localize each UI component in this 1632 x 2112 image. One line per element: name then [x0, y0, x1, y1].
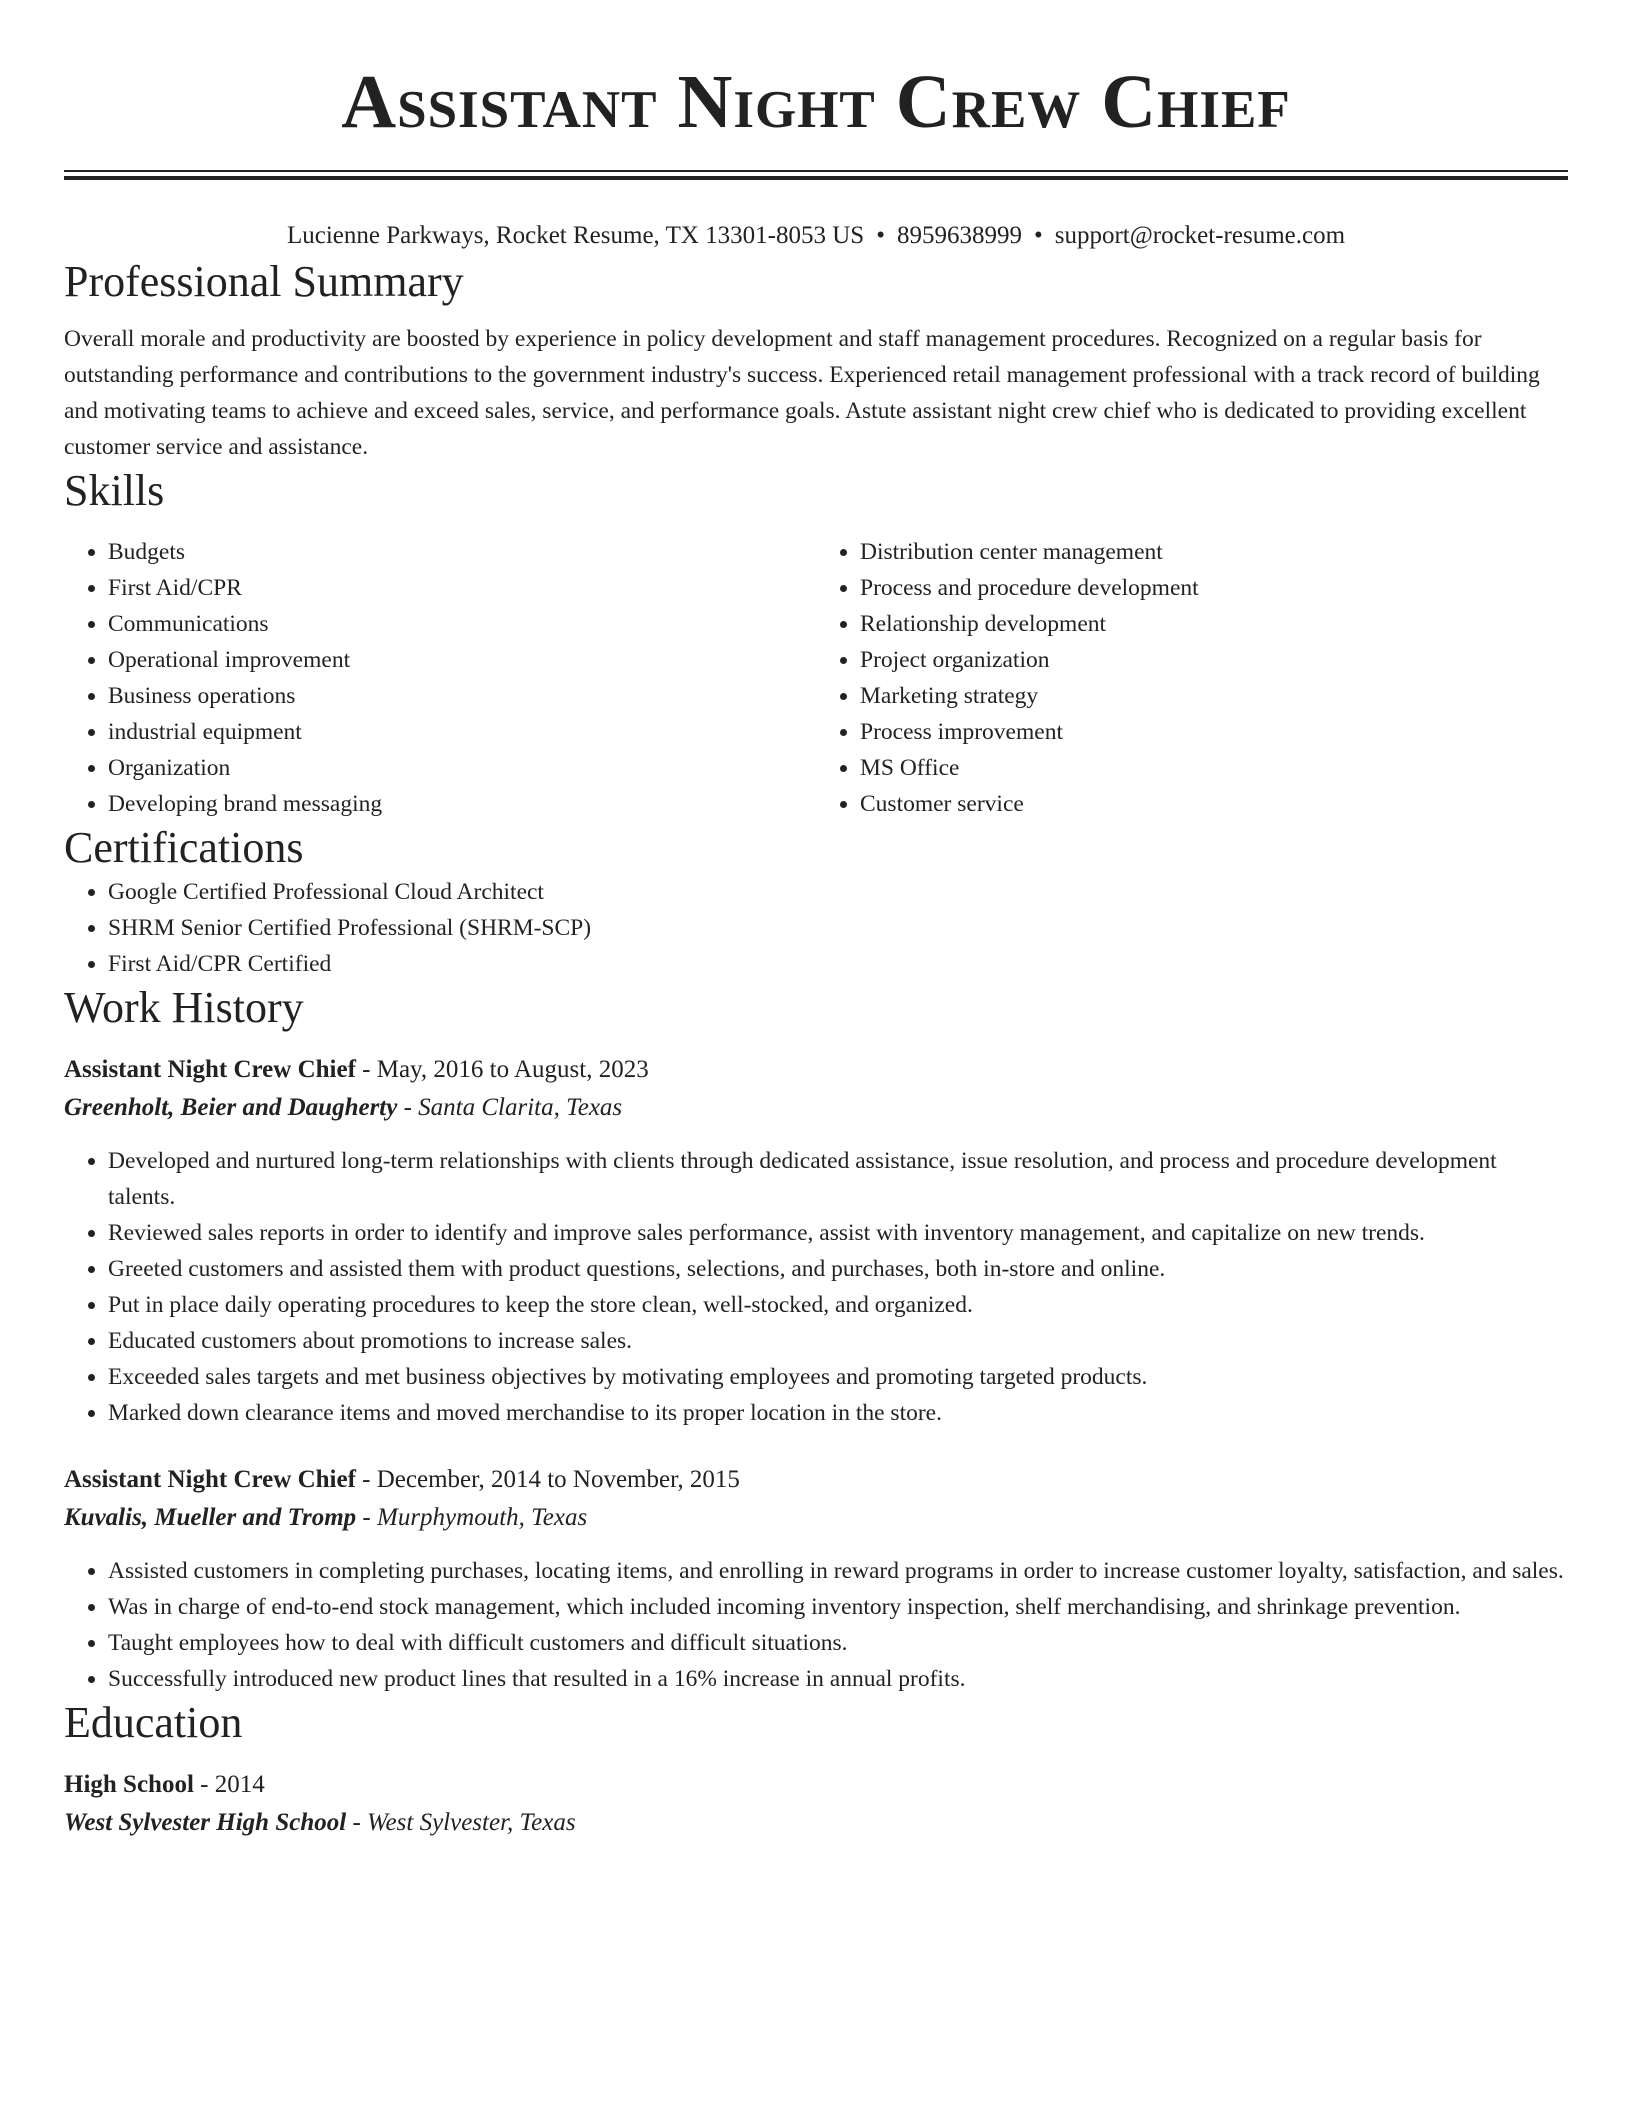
- job-dates: - December, 2014 to November, 2015: [355, 1466, 740, 1494]
- contact-address: Lucienne Parkways, Rocket Resume, TX 13301-8053 US: [286, 222, 865, 249]
- skills-heading: Skills: [64, 465, 165, 515]
- job-duty: • Was in charge of end-to-end stock management, which included incoming inventory inspection, shelf merchandising, and shrinkage prevention.: [108, 1589, 1568, 1625]
- skills-list-right: [816, 534, 1568, 822]
- education-school: West Sylvester High School: [64, 1808, 347, 1836]
- education-school-line: [64, 1804, 1568, 1842]
- job-entry: [64, 1461, 1568, 1697]
- skill-item: • industrial equipment: [108, 714, 816, 750]
- job-duty: • Greeted customers and assisted them with product questions, selections, and purchases, both in-store and online.: [108, 1251, 1568, 1287]
- title-double-rule: [64, 170, 1568, 180]
- skill-item: • Customer service: [860, 786, 1568, 822]
- education-degree-line: [64, 1766, 1568, 1804]
- skills-columns: [64, 534, 1568, 822]
- skill-item: • Operational improvement: [108, 642, 816, 678]
- contact-phone: 8959638999: [896, 222, 1022, 249]
- skill-item: • Business operations: [108, 678, 816, 714]
- skill-item: • Marketing strategy: [860, 678, 1568, 714]
- skill-item: • Project organization: [860, 642, 1568, 678]
- certification-item: • First Aid/CPR Certified: [108, 946, 1568, 982]
- summary-text: Overall morale and productivity are boosted by experience in policy development and staff management procedures. Recognized on a regular basis for outstanding performance and contributions to the government industry's success. Experienced retail management professional with a track record of building and motivating teams to achieve and exceed sales, service, and performance goals. Astute assistant night crew chief who is dedicated to providing excellent customer service and assistance.: [64, 325, 1540, 460]
- skill-item: • MS Office: [860, 750, 1568, 786]
- job-role: Assistant Night Crew Chief: [64, 1056, 356, 1084]
- job-duties-list: [64, 1553, 1568, 1697]
- skill-item: • Communications: [108, 606, 816, 642]
- certification-item: • SHRM Senior Certified Professional (SHRM-SCP): [108, 910, 1568, 946]
- skill-item: • Developing brand messaging: [108, 786, 816, 822]
- certification-item: • Google Certified Professional Cloud Architect: [108, 874, 1568, 910]
- job-duty: • Marked down clearance items and moved merchandise to its proper location in the store.: [108, 1395, 1568, 1431]
- job-duty: • Put in place daily operating procedures to keep the store clean, well-stocked, and organized.: [108, 1287, 1568, 1323]
- resume-title: Assistant Night Crew Chief: [341, 60, 1291, 144]
- job-dates: - May, 2016 to August, 2023: [355, 1056, 649, 1084]
- job-duty: • Reviewed sales reports in order to identify and improve sales performance, assist with inventory management, and capitalize on new trends.: [108, 1215, 1568, 1251]
- job-company: Greenholt, Beier and Daugherty: [64, 1094, 398, 1122]
- contact-separator: •: [876, 222, 885, 249]
- job-duty: • Educated customers about promotions to increase sales.: [108, 1323, 1568, 1359]
- contact-line: [64, 216, 1568, 256]
- education-location: - West Sylvester, Texas: [346, 1808, 576, 1836]
- education-year: - 2014: [193, 1770, 265, 1798]
- job-title-line: [64, 1051, 1568, 1089]
- job-employer-line: [64, 1499, 1568, 1537]
- skill-item: • Process improvement: [860, 714, 1568, 750]
- job-duty: • Assisted customers in completing purchases, locating items, and enrolling in reward programs in order to increase customer loyalty, satisfaction, and sales.: [108, 1553, 1568, 1589]
- education-degree: High School: [64, 1770, 194, 1798]
- skill-item: • First Aid/CPR: [108, 570, 816, 606]
- skill-item: • Relationship development: [860, 606, 1568, 642]
- job-role: Assistant Night Crew Chief: [64, 1466, 356, 1494]
- work-history-heading: Work History: [64, 983, 304, 1033]
- contact-separator: •: [1033, 222, 1043, 249]
- certifications-heading: Certifications: [64, 822, 304, 872]
- job-duties-list: [64, 1143, 1568, 1431]
- skill-item: • Organization: [108, 750, 816, 786]
- job-entry: [64, 1051, 1568, 1431]
- job-company: Kuvalis, Mueller and Tromp: [64, 1504, 357, 1532]
- certifications-list: [64, 874, 1568, 982]
- skill-item: • Distribution center management: [860, 534, 1568, 570]
- job-duty: • Taught employees how to deal with difficult customers and difficult situations.: [108, 1625, 1568, 1661]
- contact-email: support@rocket-resume.com: [1054, 222, 1346, 249]
- summary-heading: Professional Summary: [64, 257, 464, 306]
- job-duty: • Exceeded sales targets and met business objectives by motivating employees and promoting targeted products.: [108, 1359, 1568, 1395]
- job-duty: • Developed and nurtured long-term relationships with clients through dedicated assistance, issue resolution, and process and procedure development talents.: [108, 1143, 1568, 1215]
- education-heading: Education: [64, 1698, 243, 1748]
- job-employer-line: [64, 1089, 1568, 1127]
- education-entry: [64, 1766, 1568, 1842]
- job-title-line: [64, 1461, 1568, 1499]
- job-location: - Murphymouth, Texas: [356, 1504, 588, 1532]
- skill-item: • Process and procedure development: [860, 570, 1568, 606]
- skills-list-left: [64, 534, 816, 822]
- skill-item: • Budgets: [108, 534, 816, 570]
- job-location: - Santa Clarita, Texas: [397, 1094, 623, 1122]
- job-duty: • Successfully introduced new product lines that resulted in a 16% increase in annual profits.: [108, 1661, 1568, 1697]
